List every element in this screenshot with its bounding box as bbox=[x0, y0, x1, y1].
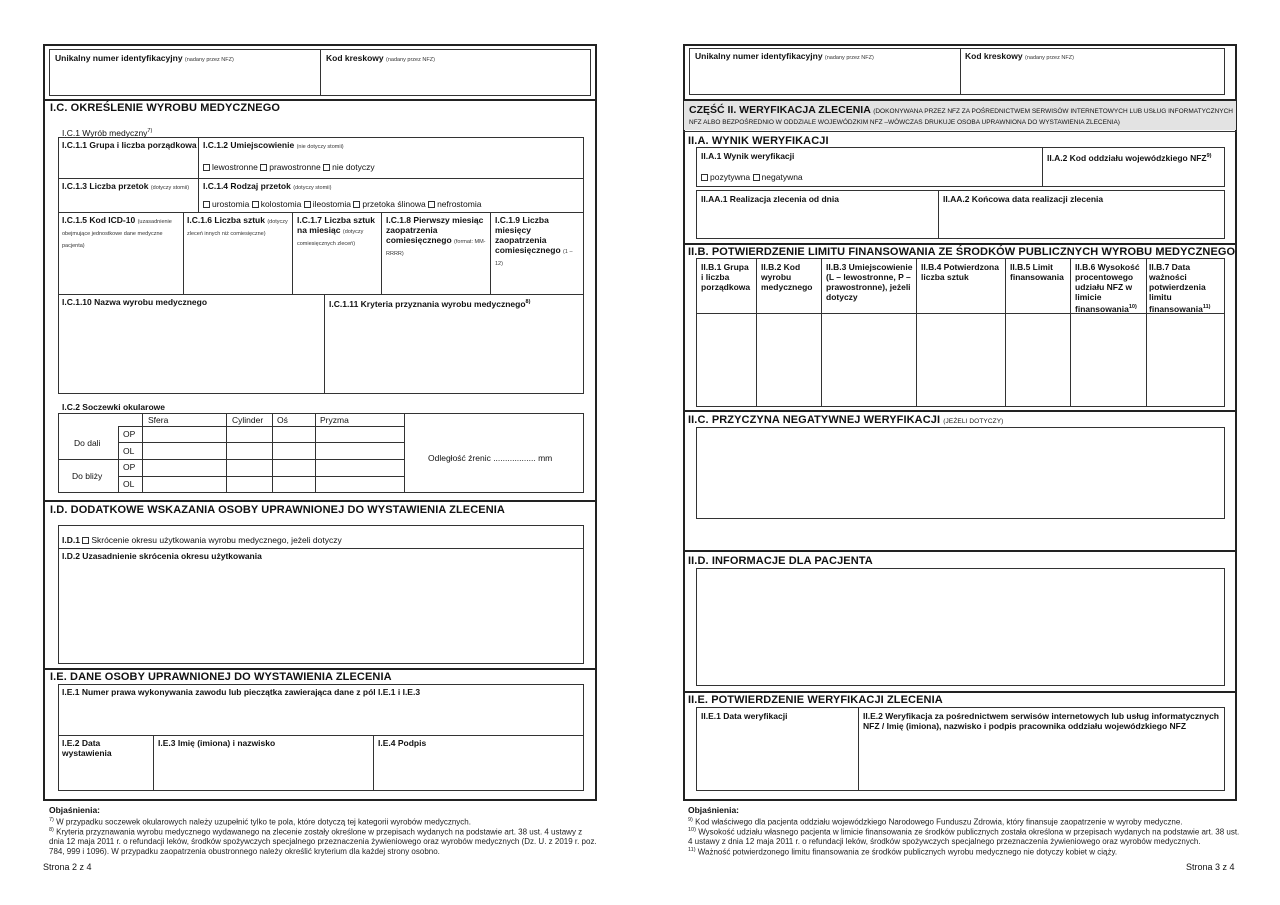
section-iia-title: II.A. WYNIK WERYFIKACJI bbox=[688, 135, 829, 147]
eye-ol: OL bbox=[123, 446, 135, 456]
option-urostomia[interactable]: urostomia bbox=[203, 199, 249, 209]
iib4-label: II.B.4 Potwierdzona liczba sztuk bbox=[921, 262, 999, 282]
checkbox-icon[interactable] bbox=[753, 174, 760, 181]
iib3-label: II.B.3 Umiejscowienie (L – lewostronne, P – prawostronne), jeżeli dotyczy bbox=[826, 262, 913, 302]
iic-box[interactable] bbox=[696, 427, 1225, 519]
ie2-label: I.E.2 Data wystawienia bbox=[62, 738, 112, 758]
iiaa1-label: II.AA.1 Realizacja zlecenia od dnia bbox=[701, 194, 839, 204]
option-negatywna[interactable]: negatywna bbox=[753, 172, 803, 182]
option-nefrostomia[interactable]: nefrostomia bbox=[428, 199, 481, 209]
id-label: Unikalny numer identyfikacyjny (nadany przez NFZ) bbox=[695, 51, 874, 61]
lens-col-cylinder: Cylinder bbox=[232, 415, 264, 425]
ie3-label: I.E.3 Imię (imiona) i nazwisko bbox=[158, 738, 276, 748]
lens-row-do-dali: Do dali bbox=[74, 438, 101, 448]
iiaa2-label: II.AA.2 Końcowa data realizacji zlecenia bbox=[943, 194, 1104, 204]
iia1-options bbox=[701, 172, 803, 182]
ic12-label: I.C.1.2 Umiejscowienie (nie dotyczy stomii) bbox=[203, 140, 344, 150]
checkbox-icon[interactable] bbox=[252, 201, 259, 208]
ic16-label: I.C.1.6 Liczba sztuk (dotyczy zleceń innych niż comiesięczne) bbox=[187, 215, 288, 237]
checkbox-icon[interactable] bbox=[203, 164, 210, 171]
ie4-label: I.E.4 Podpis bbox=[378, 738, 427, 748]
option-przetoka-slinowa[interactable]: przetoka ślinowa bbox=[353, 199, 425, 209]
footnote-10: $^{10)}$ Wysokość udziału własnego pacjenta w limicie finansowania ze środków publicznych została określona w przepisach wydanych na podstawie art. 38 ust. 4 ustawy z dnia 12 maja 2011 r. o refundacji leków, środków spożywczych specjalnego przeznaczenia żywieniowego oraz wyrobów medycznych. bbox=[688, 827, 1240, 847]
pupil-distance: Odległość źrenic .................. mm bbox=[428, 453, 553, 463]
checkbox-icon[interactable] bbox=[701, 174, 708, 181]
part2-title: CZĘŚĆ II. WERYFIKACJA ZLECENIA (DOKONYWANA PRZEZ NFZ ZA POŚREDNICTWEM SERWISÓW INTERNETOWYCH LUB USŁUG INFORMATYCZNYCH bbox=[689, 104, 1233, 116]
section-iib-title: II.B. POTWIERDZENIE LIMITU FINANSOWANIA ZE ŚRODKÓW PUBLICZNYCH WYROBU MEDYCZNEGO bbox=[688, 246, 1236, 258]
id1-label: I.D.1 Skrócenie okresu użytkowania wyrobu medycznego, jeżeli dotyczy bbox=[62, 535, 342, 545]
section-iic-title: II.C. PRZYCZYNA NEGATYWNEJ WERYFIKACJI (JEŻELI DOTYCZY) bbox=[688, 414, 1004, 426]
ic18-label: I.C.1.8 Pierwszy miesiąc zaopatrzenia comiesięcznego (format: MM-RRRR) bbox=[386, 215, 486, 257]
ic14-options bbox=[203, 199, 481, 209]
page-number: Strona 2 z 4 bbox=[43, 862, 92, 872]
id-box bbox=[58, 525, 584, 664]
page-right bbox=[640, 0, 1280, 905]
ic19-label: I.C.1.9 Liczba miesięcy zaopatrzenia comiesięcznego (1 – 12) bbox=[495, 215, 573, 267]
lens-col-sfera: Sfera bbox=[148, 415, 169, 425]
eye-op: OP bbox=[123, 462, 136, 472]
ic13-label: I.C.1.3 Liczba przetok (dotyczy stomii) bbox=[62, 181, 190, 191]
section-iie-title: II.E. POTWIERDZENIE WERYFIKACJI ZLECENIA bbox=[688, 694, 943, 706]
iia1-label: II.A.1 Wynik weryfikacji bbox=[701, 151, 795, 161]
checkbox-icon[interactable] bbox=[428, 201, 435, 208]
option-pozytywna[interactable]: pozytywna bbox=[701, 172, 750, 182]
lens-col-os: Oś bbox=[277, 415, 288, 425]
ic2-label: I.C.2 Soczewki okularowe bbox=[62, 402, 165, 412]
part2-note: NFZ ALBO BEZPOŚREDNIO W ODDZIALE WOJEWÓDZKIM NFZ –WÓWCZAS DRUKUJE OSOBA UPRAWNIONA DO WYSTAWIENIA ZLECENIA) bbox=[689, 119, 1120, 126]
lens-col-pryzma: Pryzma bbox=[320, 415, 349, 425]
iie2-label: II.E.2 Weryfikacja za pośrednictwem serwisów internetowych lub usług informatycznych NFZ / Imię (imiona), nazwisko i podpis pracownika oddziału wojewódzkiego NFZ bbox=[863, 711, 1219, 731]
id-label: Unikalny numer identyfikacyjny (nadany przez NFZ) bbox=[55, 53, 234, 63]
notes-title: Objaśnienia: bbox=[49, 805, 101, 815]
eye-ol: OL bbox=[123, 479, 135, 489]
ic15-label: I.C.1.5 Kod ICD-10 (uzasadnienie obejmujące jednostkowe dane medyczne pacjenta) bbox=[62, 215, 172, 249]
option-lewostronne[interactable]: lewostronne bbox=[203, 162, 258, 172]
iib6-label: II.B.6 Wysokość procentowego udziału NFZ w limicie finansowania$^{10)}$ bbox=[1075, 262, 1140, 314]
option-ileostomia[interactable]: ileostomia bbox=[304, 199, 351, 209]
ic111-label: I.C.1.11 Kryteria przyznania wyrobu medycznego$^{8)}$ bbox=[329, 298, 531, 309]
iie1-label: II.E.1 Data weryfikacji bbox=[701, 711, 788, 721]
section-ie-title: I.E. DANE OSOBY UPRAWNIONEJ DO WYSTAWIENIA ZLECENIA bbox=[50, 671, 392, 683]
section-iid-title: II.D. INFORMACJE DLA PACJENTA bbox=[688, 555, 873, 567]
footnote-7: $^{7)}$ W przypadku soczewek okularowych należy uzupełnić tylko te pola, które dotyczą tej kategorii wyrobów medycznych. bbox=[49, 817, 471, 827]
footnote-11: $^{11)}$ Ważność potwierdzonego limitu finansowania ze środków publicznych wyrobu medycznego nie dotyczy kobiet w ciąży. bbox=[688, 847, 1118, 857]
iid-box[interactable] bbox=[696, 568, 1225, 686]
section-id-title: I.D. DODATKOWE WSKAZANIA OSOBY UPRAWNIONEJ DO WYSTAWIENIA ZLECENIA bbox=[50, 504, 505, 516]
iib2-label: II.B.2 Kod wyrobu medycznego bbox=[761, 262, 813, 292]
checkbox-icon[interactable] bbox=[260, 164, 267, 171]
ic17-label: I.C.1.7 Liczba sztuk na miesiąc (dotyczy comiesięcznych zleceń) bbox=[297, 215, 375, 247]
ic1-label: I.C.1 Wyrób medyczny$^{7)}$ bbox=[62, 127, 153, 138]
iia2-label: II.A.2 Kod oddziału wojewódzkiego NFZ$^{9)}$ bbox=[1047, 152, 1212, 163]
checkbox-icon[interactable] bbox=[203, 201, 210, 208]
option-prawostronne[interactable]: prawostronne bbox=[260, 162, 321, 172]
id2-label: I.D.2 Uzasadnienie skrócenia okresu użytkowania bbox=[62, 551, 262, 561]
section-ic-title: I.C. OKREŚLENIE WYROBU MEDYCZNEGO bbox=[50, 102, 281, 114]
footnote-9: $^{9)}$ Kod właściwego dla pacjenta oddziału wojewódzkiego Narodowego Funduszu Zdrowia, który finansuje zaopatrzenie w wyroby medyczne. bbox=[688, 817, 1183, 827]
checkbox-icon[interactable] bbox=[82, 537, 89, 544]
option-kolostomia[interactable]: kolostomia bbox=[252, 199, 302, 209]
barcode-label: Kod kreskowy (nadany przez NFZ) bbox=[326, 53, 435, 63]
iib5-label: II.B.5 Limit finansowania bbox=[1010, 262, 1064, 282]
checkbox-icon[interactable] bbox=[353, 201, 360, 208]
ic12-options bbox=[203, 162, 375, 172]
ic11-label: I.C.1.1 Grupa i liczba porządkowa bbox=[62, 140, 197, 150]
footnote-8: $^{8)}$ Kryteria przyznawania wyrobu medycznego wydawanego na zlecenie zostały określone w przepisach wydanych na podstawie art. 38 ust. 4 ustawy z dnia 12 maja 2011 r. o refundacji leków, środków spożywczych specjalnego przeznaczenia żywieniowego oraz wyrobów medycznych (Dz. U. z 2019 r. poz. 784, 999 i 1096). W przypadku zaopatrzenia obustronnego należy określić kryterium dla każdej strony osobno. bbox=[49, 827, 597, 856]
iib7-label: II.B.7 Data ważności potwierdzenia limitu finansowania$^{11)}$ bbox=[1149, 262, 1211, 314]
barcode-label: Kod kreskowy (nadany przez NFZ) bbox=[965, 51, 1074, 61]
notes-title: Objaśnienia: bbox=[688, 805, 740, 815]
lens-row-do-blizy: Do bliży bbox=[72, 471, 103, 481]
page-number: Strona 3 z 4 bbox=[1186, 862, 1235, 872]
iib1-label: II.B.1 Grupa i liczba porządkowa bbox=[701, 262, 751, 292]
ic14-label: I.C.1.4 Rodzaj przetok (dotyczy stomii) bbox=[203, 181, 332, 191]
checkbox-icon[interactable] bbox=[323, 164, 330, 171]
ie1-label: I.E.1 Numer prawa wykonywania zawodu lub pieczątka zawierająca dane z pól I.E.1 i I.E.3 bbox=[62, 687, 421, 697]
eye-op: OP bbox=[123, 429, 136, 439]
ic110-label: I.C.1.10 Nazwa wyrobu medycznego bbox=[62, 297, 208, 307]
checkbox-icon[interactable] bbox=[304, 201, 311, 208]
option-nie-dotyczy[interactable]: nie dotyczy bbox=[323, 162, 375, 172]
